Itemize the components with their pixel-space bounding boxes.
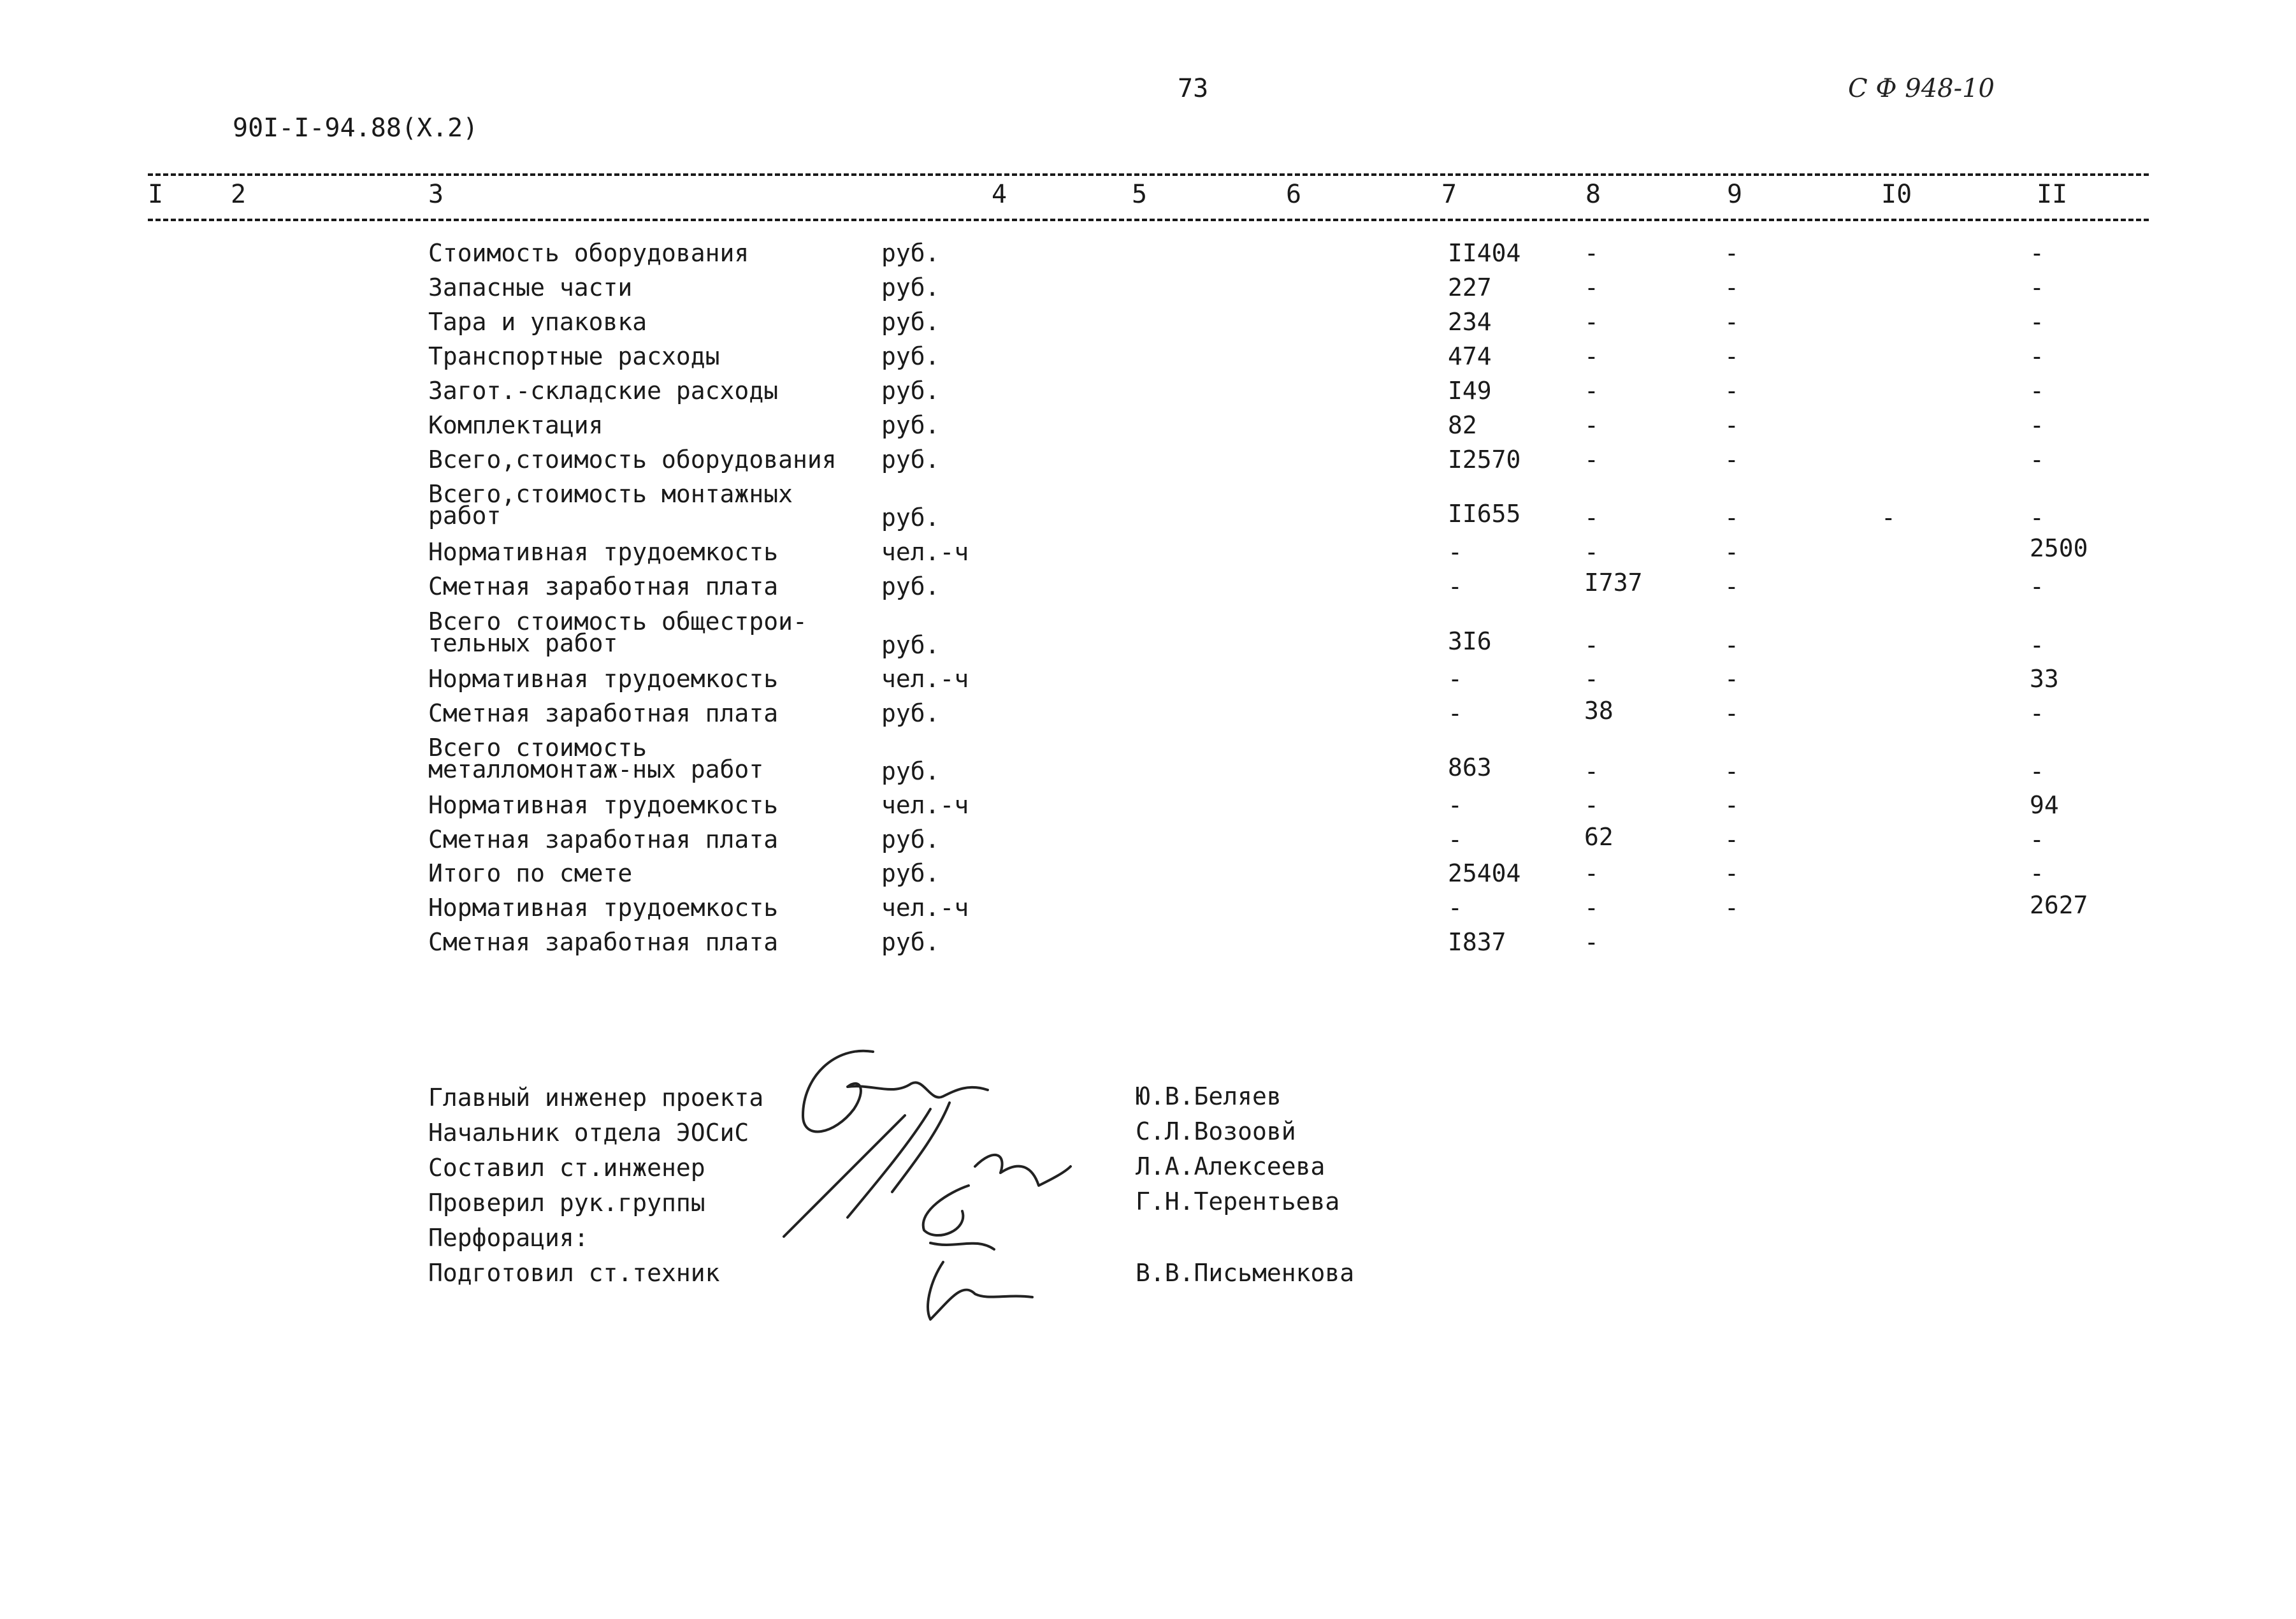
signature-name: В.В.Письменкова [1136,1259,1355,1287]
signature-role: Главный инженер проекта [428,1084,764,1112]
signature-stroke [975,1155,1071,1186]
col9-value: - [1724,859,1739,887]
col8-value: 38 [1584,697,1614,725]
row-label: Сметная заработная плата [428,928,779,956]
row-label: Сметная заработная плата [428,825,779,853]
col8-value: - [1584,239,1599,267]
col7-value: 474 [1448,342,1492,370]
row-unit: чел.-ч [881,791,969,819]
row-label: Сметная заработная плата [428,572,779,600]
col9-value: - [1724,239,1739,267]
col9-value: - [1724,342,1739,370]
signature-stroke [848,1109,930,1217]
row-unit: руб. [881,342,940,370]
col10-value: - [1881,504,1896,532]
signature-name: С.Л.Возоовй [1136,1117,1296,1145]
col8-value: - [1584,665,1599,693]
document-code: 90I-I-94.88(X.2) [233,113,479,143]
col8-value: - [1584,538,1599,566]
col7-value: - [1448,665,1462,693]
row-label: Транспортные расходы [428,342,720,370]
signature-role: Подготовил ст.техник [428,1259,720,1287]
col11-value: 2627 [2030,891,2088,919]
col11-value: 2500 [2030,534,2088,562]
row-unit: руб. [881,239,940,267]
col11-value: - [2030,699,2044,727]
signature-name: Л.А.Алексеева [1136,1152,1325,1180]
row-label: Нормативная трудоемкость [428,894,779,922]
row-label: Комплектация [428,411,603,439]
col11-value: - [2030,859,2044,887]
signature-role: Начальник отдела ЭОСиС [428,1119,749,1147]
col8-value: - [1584,308,1599,336]
signature-stroke [784,1115,905,1237]
signature-name: Ю.В.Беляев [1136,1082,1282,1110]
signature-name: Г.Н.Терентьева [1136,1187,1340,1216]
col8-value: - [1584,791,1599,819]
col11-value: - [2030,631,2044,659]
row-unit: руб. [881,446,940,474]
row-label: Всего,стоимость оборудования [428,446,837,474]
col8-value: - [1584,757,1599,785]
page-number: 73 [1178,74,1209,103]
row-unit: руб. [881,273,940,301]
col8-value: I737 [1584,569,1643,597]
handwritten-signatures [765,1039,1083,1332]
row-unit: руб. [881,699,940,727]
col9-value: - [1724,538,1739,566]
col7-value: - [1448,538,1462,566]
col11-value: - [2030,446,2044,474]
col9-value: - [1724,631,1739,659]
col7-value: 82 [1448,411,1477,439]
column-header: 2 [231,180,247,209]
col8-value: - [1584,894,1599,922]
row-unit: руб. [881,757,940,785]
col11-value: - [2030,273,2044,301]
row-unit: руб. [881,859,940,887]
col11-value: 33 [2030,665,2059,693]
header-rule-top [148,173,2149,176]
col7-value: 25404 [1448,859,1521,887]
signature-stroke [923,1186,969,1235]
col9-value: - [1724,665,1739,693]
col9-value: - [1724,411,1739,439]
row-label: Нормативная трудоемкость [428,791,779,819]
row-label: Всего,стоимость монтажных работ [428,480,793,530]
signature-role: Составил ст.инженер [428,1154,705,1182]
col7-value: II404 [1448,239,1521,267]
col11-value: - [2030,504,2044,532]
row-label: Нормативная трудоемкость [428,538,779,566]
column-header: 6 [1286,180,1302,209]
row-unit: чел.-ч [881,894,969,922]
col9-value: - [1724,377,1739,405]
col7-value: 234 [1448,308,1492,336]
column-header: 7 [1441,180,1457,209]
col7-value: - [1448,791,1462,819]
column-header: II [2037,180,2068,209]
row-label: Сметная заработная плата [428,699,779,727]
column-header: I0 [1881,180,1912,209]
col8-value: - [1584,411,1599,439]
row-label: Всего стоимость общестрои-тельных работ [428,607,807,657]
col9-value: - [1724,504,1739,532]
col7-value: I49 [1448,377,1492,405]
col11-value: - [2030,572,2044,600]
col7-value: - [1448,572,1462,600]
col9-value: - [1724,894,1739,922]
col9-value: - [1724,699,1739,727]
row-unit: чел.-ч [881,538,969,566]
column-header: 3 [428,180,444,209]
row-unit: руб. [881,825,940,853]
archive-mark: С Ф 948-10 [1848,74,1995,103]
row-label: Загот.-складские расходы [428,377,779,405]
row-label: Нормативная трудоемкость [428,665,779,693]
header-rule-bottom [148,219,2149,221]
col8-value: - [1584,273,1599,301]
signature-stroke [803,1051,988,1132]
row-unit: руб. [881,377,940,405]
col7-value: 227 [1448,273,1492,301]
col7-value: I2570 [1448,446,1521,474]
col7-value: II655 [1448,500,1521,528]
col8-value: - [1584,859,1599,887]
col9-value: - [1724,308,1739,336]
col11-value: - [2030,825,2044,853]
col7-value: - [1448,825,1462,853]
column-header: 5 [1132,180,1148,209]
row-unit: чел.-ч [881,665,969,693]
col8-value: - [1584,377,1599,405]
column-header: 8 [1585,180,1601,209]
col8-value: 62 [1584,823,1614,851]
col11-value: - [2030,239,2044,267]
col7-value: I837 [1448,928,1506,956]
col11-value: 94 [2030,791,2059,819]
col9-value: - [1724,273,1739,301]
signature-stroke [892,1103,949,1192]
column-header: 9 [1727,180,1743,209]
row-label: Тара и упаковка [428,308,647,336]
col8-value: - [1584,342,1599,370]
col9-value: - [1724,572,1739,600]
col9-value: - [1724,757,1739,785]
signature-stroke [930,1243,994,1249]
col8-value: - [1584,928,1599,956]
col7-value: - [1448,894,1462,922]
col9-value: - [1724,791,1739,819]
col8-value: - [1584,631,1599,659]
row-label: Запасные части [428,273,633,301]
row-label: Итого по смете [428,859,633,887]
signature-role: Перфорация: [428,1224,589,1252]
col11-value: - [2030,342,2044,370]
col11-value: - [2030,377,2044,405]
col9-value: - [1724,825,1739,853]
signature-stroke [928,1262,1032,1319]
column-header: 4 [992,180,1007,209]
row-unit: руб. [881,308,940,336]
row-unit: руб. [881,504,940,532]
col7-value: 3I6 [1448,627,1492,655]
col11-value: - [2030,757,2044,785]
col9-value: - [1724,446,1739,474]
signature-role: Проверил рук.группы [428,1189,705,1217]
row-label: Всего стоимость металломонтаж-ных работ [428,734,764,783]
col8-value: - [1584,446,1599,474]
row-unit: руб. [881,572,940,600]
row-label: Стоимость оборудования [428,239,749,267]
column-header: I [148,180,164,209]
col7-value: 863 [1448,753,1492,781]
row-unit: руб. [881,631,940,659]
row-unit: руб. [881,928,940,956]
row-unit: руб. [881,411,940,439]
col7-value: - [1448,699,1462,727]
col11-value: - [2030,308,2044,336]
col11-value: - [2030,411,2044,439]
col8-value: - [1584,504,1599,532]
